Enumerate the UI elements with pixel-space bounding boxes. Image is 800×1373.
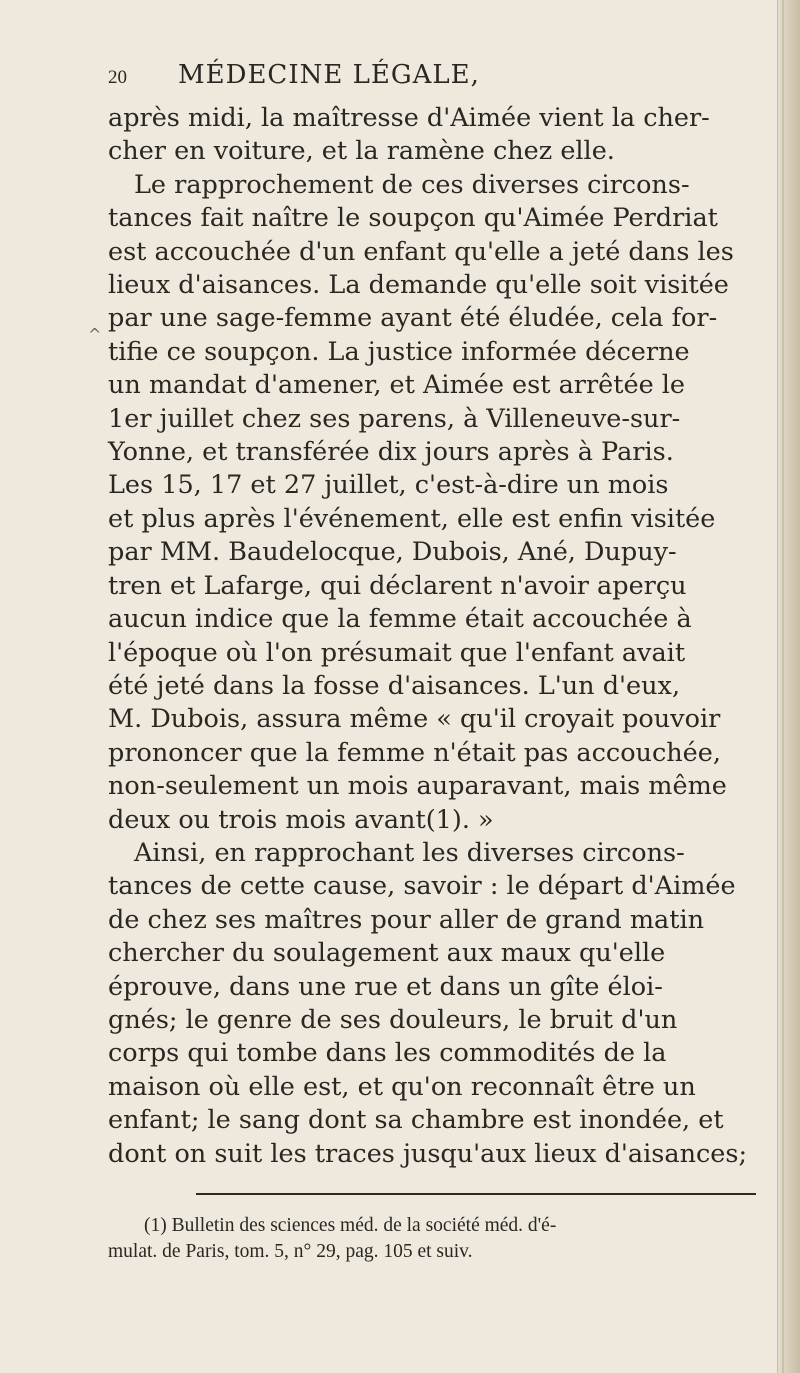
- text-line: gnés; le genre de ses douleurs, le bruit d'un: [108, 1004, 678, 1035]
- text-line: deux ou trois mois avant(1). »: [108, 804, 494, 835]
- page-number: 20: [108, 67, 127, 88]
- text-line: 1er juillet chez ses parens, à Villeneuve-sur-: [108, 403, 681, 434]
- text-line: corps qui tombe dans les commodités de la: [108, 1038, 667, 1069]
- footnote-line: (1) Bulletin des sciences méd. de la société méd. d'é-: [144, 1215, 557, 1236]
- text-line: maison où elle est, et qu'on reconnaît être un: [108, 1071, 696, 1102]
- text-line: dont on suit les traces jusqu'aux lieux d'aisances;: [108, 1138, 748, 1169]
- text-line: tances fait naître le soupçon qu'Aimée Perdriat: [108, 203, 718, 234]
- text-line: Yonne, et transférée dix jours après à Paris.: [108, 437, 674, 468]
- footnote-rule: [196, 1193, 756, 1195]
- page-column: [108, 60, 768, 1265]
- text-line: tren et Lafarge, qui déclarent n'avoir aperçu: [108, 570, 687, 601]
- text-line: cher en voiture, et la ramène chez elle.: [108, 136, 615, 167]
- page-edge: [777, 0, 800, 1373]
- text-line: enfant; le sang dont sa chambre est inondée, et: [108, 1105, 724, 1136]
- text-line: M. Dubois, assura même « qu'il croyait pouvoir: [108, 704, 721, 735]
- text-line: Les 15, 17 et 27 juillet, c'est-à-dire un mois: [108, 470, 669, 501]
- text-line: éprouve, dans une rue et dans un gîte éloi-: [108, 971, 663, 1002]
- body-text: [108, 102, 768, 1171]
- footnote-line: mulat. de Paris, tom. 5, n° 29, pag. 105 et suiv.: [108, 1241, 473, 1262]
- text-line: est accouchée d'un enfant qu'elle a jeté dans les: [108, 236, 734, 267]
- text-line: après midi, la maîtresse d'Aimée vient la cher-: [108, 103, 710, 133]
- text-line: tifie ce soupçon. La justice informée décerne: [108, 336, 690, 367]
- text-line: prononcer que la femme n'était pas accouchée,: [108, 737, 721, 768]
- footnote: [108, 1213, 768, 1265]
- margin-mark: ^: [88, 325, 102, 344]
- text-line: par une sage-femme ayant été éludée, cela for-: [108, 303, 718, 334]
- text-line: de chez ses maîtres pour aller de grand matin: [108, 904, 705, 935]
- text-line: et plus après l'événement, elle est enfin visitée: [108, 503, 716, 534]
- text-line: non-seulement un mois auparavant, mais même: [108, 771, 727, 802]
- text-line: lieux d'aisances. La demande qu'elle soit visitée: [108, 270, 729, 301]
- text-line: été jeté dans la fosse d'aisances. L'un d'eux,: [108, 670, 681, 701]
- page-header: [108, 60, 768, 100]
- text-line: tances de cette cause, savoir : le départ d'Aimée: [108, 871, 736, 902]
- text-line: aucun indice que la femme était accouchée à: [108, 604, 692, 635]
- running-head: MÉDECINE LÉGALE,: [178, 60, 480, 90]
- text-line: par MM. Baudelocque, Dubois, Ané, Dupuy-: [108, 537, 677, 568]
- text-line: Ainsi, en rapprochant les diverses circons-: [134, 837, 685, 868]
- text-line: Le rapprochement de ces diverses circons-: [134, 169, 690, 200]
- text-line: chercher du soulagement aux maux qu'elle: [108, 938, 666, 969]
- text-line: un mandat d'amener, et Aimée est arrêtée le: [108, 370, 686, 401]
- text-line: l'époque où l'on présumait que l'enfant avait: [108, 637, 686, 668]
